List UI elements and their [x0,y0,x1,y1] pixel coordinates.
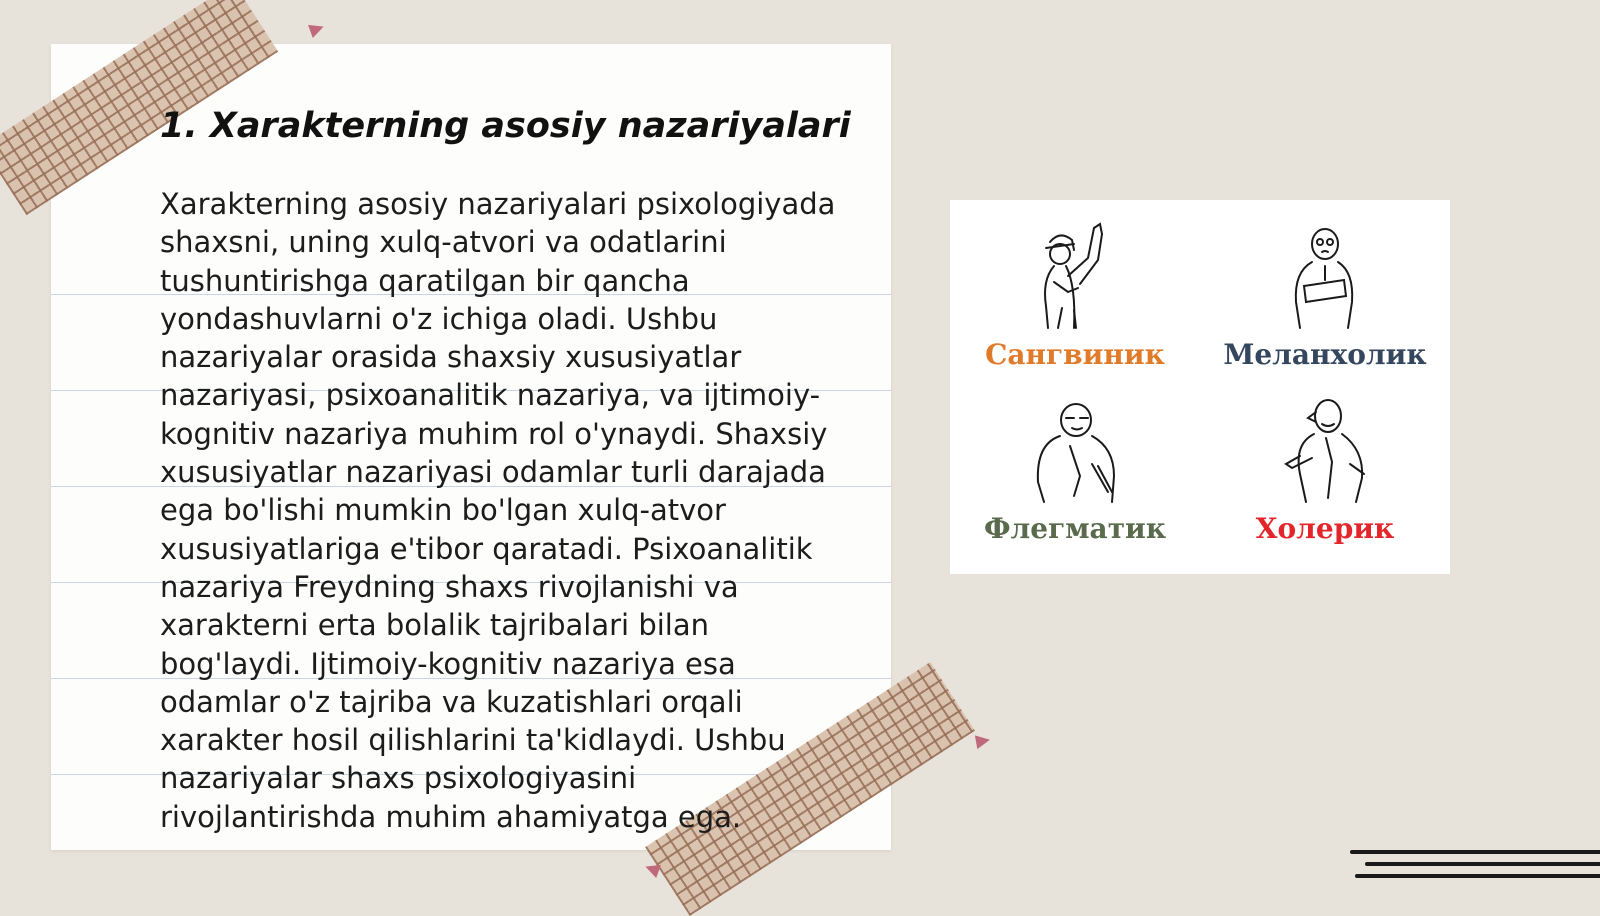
temperament-label-melancholic: Меланхолик [1223,338,1427,371]
tape-end-marker [308,20,326,38]
phlegmatic-figure-icon [1020,394,1130,506]
sanguine-figure-icon [1020,220,1130,332]
temperament-label-phlegmatic: Флегматик [983,512,1167,545]
temperament-melancholic [1200,220,1450,371]
slide-body-text: Xarakterning asosiy nazariyalari psixologiyada shaxsni, uning xulq-atvori va odatlarini tushuntirishga qaratilgan bir qancha yondashuvlarni o'z ichiga oladi. Ushbu nazariyalar orasida shaxsiy xususiyatlar nazariyasi, psixoanalitik nazariya, va ijtimoiy-kognitiv nazariya muhim rol o'ynaydi. Shaxsiy xususiyatlar nazariyasi odamlar turli darajada ega bo'lishi mumkin bo'lgan xulq-atvor xususiyatlariga e'tibor qaratadi. Psixoanalitik nazariya Freydning shaxs rivojlanishi va xarakterni erta bolalik tajribalari bilan bog'laydi. Ijtimoiy-kognitiv nazariya esa odamlar o'z tajriba va kuzatishlari orqali xarakter hosil qilishlarini ta'kidlaydi. Ushbu nazariyalar shaxs psixologiyasini rivojlantirishda muhim ahamiyatga ega. [160,187,836,834]
choleric-figure-icon [1270,394,1380,506]
melancholic-figure-icon [1270,220,1380,332]
slide-title: 1. Xarakterning asosiy nazariyalari [160,106,851,146]
temperament-label-sanguine: Сангвиник [985,338,1165,371]
decorative-line [1365,862,1600,866]
temperament-phlegmatic [950,394,1200,545]
decorative-line [1350,850,1600,854]
temperament-choleric [1200,394,1450,545]
decorative-line [1355,874,1600,878]
temperaments-figure [950,200,1450,574]
temperament-sanguine [950,220,1200,371]
tape-end-marker [975,733,991,749]
temperament-label-choleric: Холерик [1255,512,1395,545]
decorative-lines [1345,842,1600,892]
